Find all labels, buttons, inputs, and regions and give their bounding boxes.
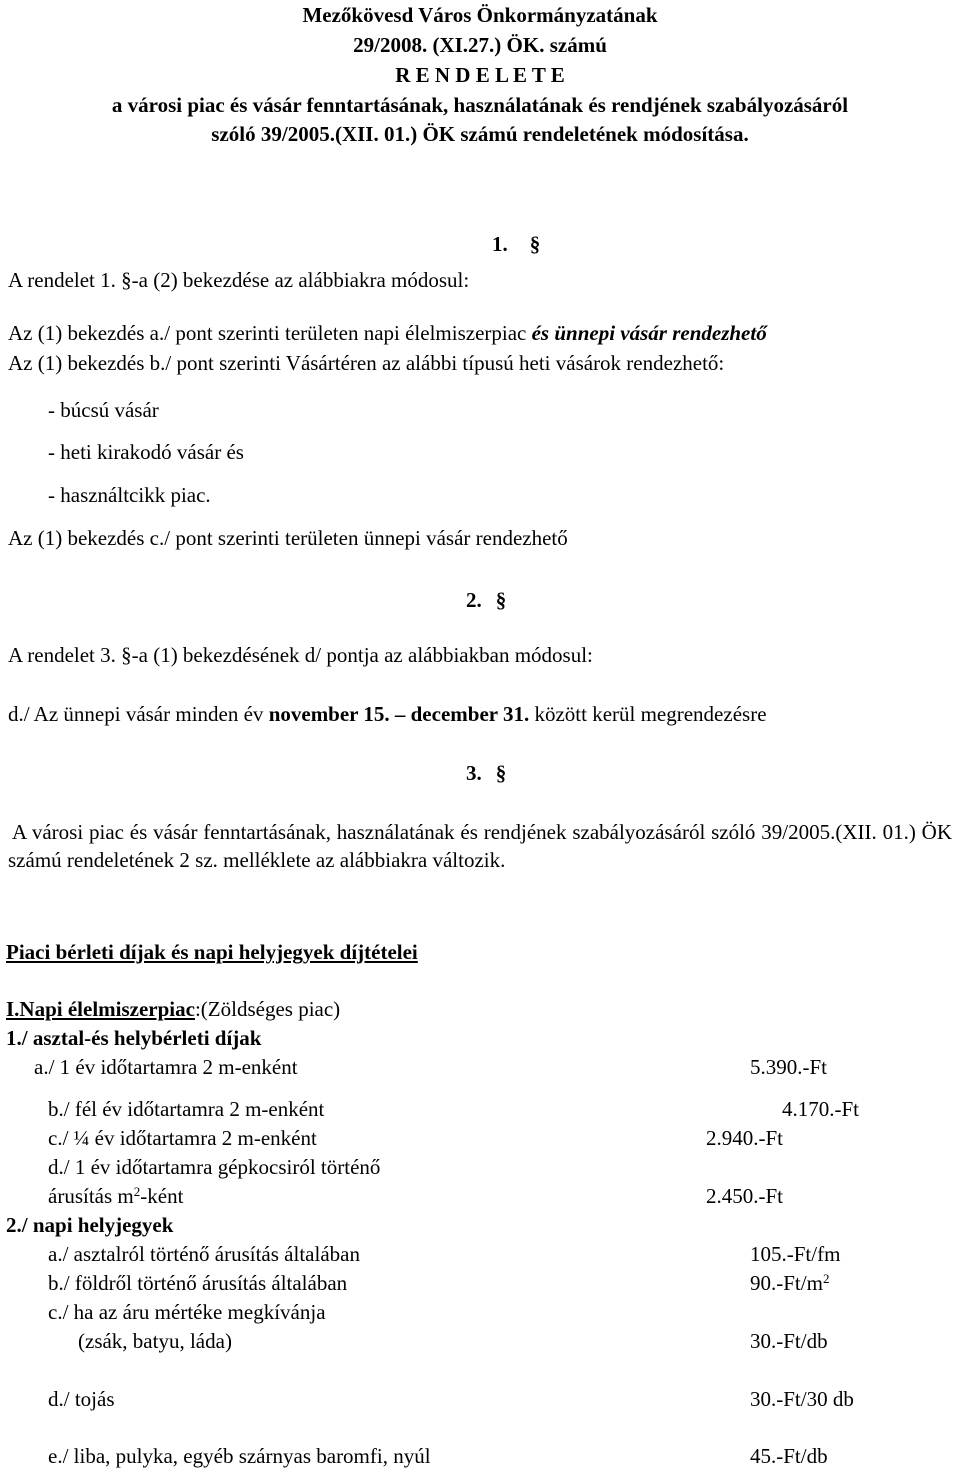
fee-label: c./ ¼ év időtartamra 2 m-enként [48, 1126, 317, 1150]
section3-text: A városi piac és vásár fenntartásának, használatának és rendjének szabályozásáról szóló 39/2005.(XII. 01.) ÖK számú rendeletének 2 sz. melléklete az alábbiakra változik. [8, 820, 952, 872]
para-a-emphasis: és ünnepi vásár rendezhető [531, 321, 767, 345]
point-d-tail: között kerül megrendezésre [529, 702, 767, 726]
section3-number: 3. [466, 761, 482, 785]
section-sign-icon: § [529, 232, 541, 256]
section1-para-a [8, 321, 767, 345]
fees-title: Piaci bérleti díjak és napi helyjegyek díjtételei [6, 940, 418, 964]
section1-number: 1. [492, 232, 508, 256]
section1-para-b: Az (1) bekezdés b./ pont szerinti Vásártéren az alábbi típusú heti vásárok rendezhető: [8, 351, 725, 375]
section1-para-c: Az (1) bekezdés c./ pont szerinti területen ünnepi vásár rendezhető [8, 526, 568, 550]
section3-heading [466, 761, 506, 785]
list-item: - búcsú vásár [48, 398, 159, 422]
fee-value-text: 90.-Ft/m [750, 1271, 823, 1295]
date-start: november 15. [268, 702, 390, 726]
fee-value: 105.-Ft/fm [750, 1242, 841, 1266]
fees-group-heading [6, 997, 340, 1021]
fee-label-text: árusítás m [48, 1184, 134, 1208]
fee-label [48, 1184, 183, 1208]
header-number: 29/2008. (XI.27.) ÖK. számú [353, 33, 607, 57]
fee-label: d./ 1 év időtartamra gépkocsiról történő [48, 1155, 381, 1179]
section2-heading [466, 588, 506, 612]
fee-label: b./ földről történő árusítás általában [48, 1271, 348, 1295]
para-a-text: Az (1) bekezdés a./ pont szerinti területen napi élelmiszerpiac [8, 321, 532, 345]
fee-label: a./ asztalról történő árusítás általában [48, 1242, 360, 1266]
fee-value: 2.940.-Ft [706, 1126, 784, 1150]
fee-label: c./ ha az áru mértéke megkívánja [48, 1300, 326, 1324]
fee-value: 30.-Ft/db [750, 1329, 828, 1353]
fee-label: d./ tojás [48, 1387, 115, 1411]
fee-value [750, 1271, 829, 1295]
group-suffix: :(Zöldséges piac) [194, 997, 341, 1021]
section2-point-d [8, 702, 767, 726]
fee-label-tail: -ként [140, 1184, 184, 1208]
fee-value: 4.170.-Ft [782, 1097, 860, 1121]
fee-label: (zsák, batyu, láda) [78, 1329, 232, 1353]
list-item: - használtcikk piac. [48, 483, 211, 507]
fee-label: e./ liba, pulyka, egyéb szárnyas baromfi, nyúl [48, 1444, 431, 1468]
fee-label: b./ fél év időtartamra 2 m-enként [48, 1097, 325, 1121]
sub2-title: 2./ napi helyjegyek [6, 1213, 174, 1237]
fee-value: 2.450.-Ft [706, 1184, 784, 1208]
header-amendment: szóló 39/2005.(XII. 01.) ÖK számú rendeletének módosítása. [211, 122, 749, 146]
section2-number: 2. [466, 588, 482, 612]
fee-label-superscript: 2 [133, 1183, 141, 1199]
header-subject: a városi piac és vásár fenntartásának, használatának és rendjének szabályozásáról [111, 93, 849, 117]
header-rendelet: R E N D E L E T E [395, 63, 565, 87]
date-dash: – [389, 702, 411, 726]
sub1-title: 1./ asztal-és helybérleti díjak [6, 1026, 262, 1050]
fee-value: 30.-Ft/30 db [750, 1387, 854, 1411]
list-item: - heti kirakodó vásár és [48, 440, 244, 464]
date-end: december 31. [410, 702, 530, 726]
group-label: I.Napi élelmiszerpiac [6, 997, 195, 1021]
header-issuer: Mezőkövesd Város Önkormányzatának [302, 3, 658, 27]
fee-label: a./ 1 év időtartamra 2 m-enként [34, 1055, 298, 1079]
fee-value-superscript: 2 [822, 1270, 830, 1286]
section1-intro: A rendelet 1. §-a (2) bekezdése az alábbiakra módosul: [8, 268, 470, 292]
fee-value: 45.-Ft/db [750, 1444, 828, 1468]
section-sign-icon: § [495, 588, 507, 612]
section1-heading [492, 232, 540, 256]
fee-value: 5.390.-Ft [750, 1055, 828, 1079]
section-sign-icon: § [495, 761, 507, 785]
section2-intro: A rendelet 3. §-a (1) bekezdésének d/ pontja az alábbiakban módosul: [8, 643, 593, 667]
point-d-text: d./ Az ünnepi vásár minden év [8, 702, 269, 726]
